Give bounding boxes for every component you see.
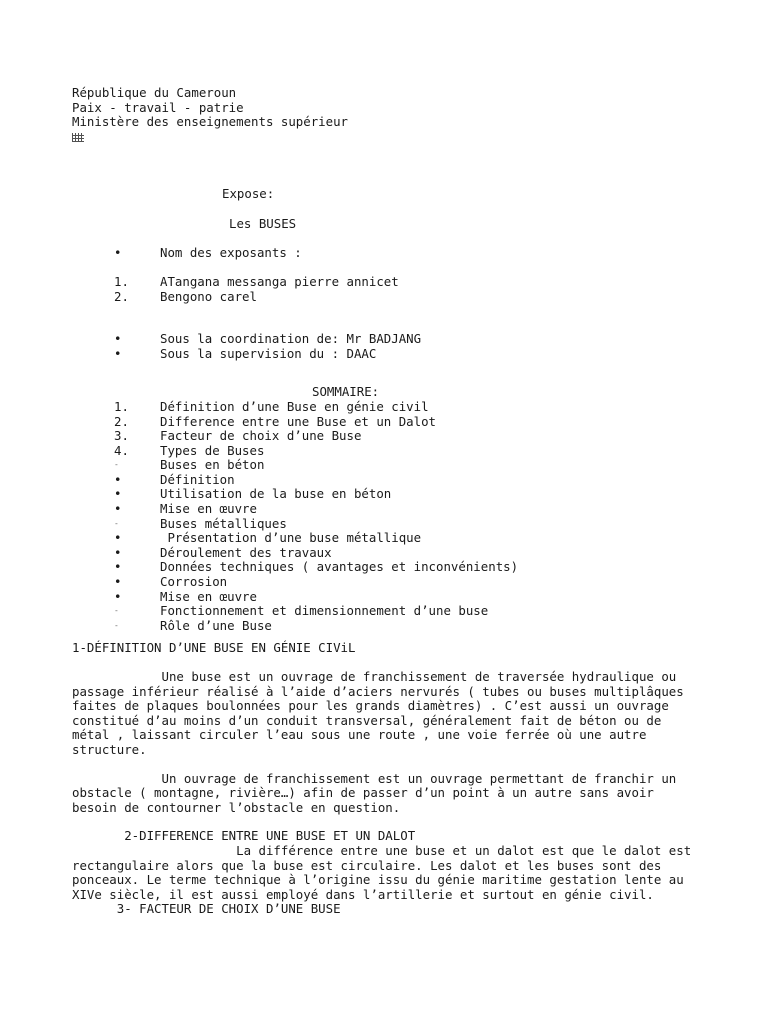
summary-marker: • (114, 588, 122, 604)
summary-marker: - (114, 620, 119, 630)
header-motto: Paix - travail - patrie (72, 99, 244, 115)
section-1-paragraph-2: Un ouvrage de franchissement est un ouvrage permettant de franchir un obstacle ( montagne, rivière…) afin de passer d’un point à un autre sans avoir besoin de contourner l’obstacle en question. (72, 770, 677, 815)
summary-text: Rôle d’une Buse (160, 617, 272, 633)
section-1-paragraph-1: Une buse est un ouvrage de franchissement de traversée hydraulique ou passage inférieur réalisé à l’aide d’aciers nervurés ( tubes ou buses multiplâques faites de plaques boulonnées pour les grands diamètres) . C’est aussi un ouvrage constitué d’au moins d’un conduit transversal, généralement fait de béton ou de métal , laissant circuler l’eau sous une route , une voie ferrée où une autre structure. (72, 669, 684, 757)
summary-text: Utilisation de la buse en béton (160, 486, 392, 502)
authors-heading-item (72, 246, 712, 261)
author-marker: 2. (114, 288, 129, 304)
authors-heading: Nom des exposants : (160, 244, 302, 260)
summary-item (72, 444, 712, 459)
summary-item (72, 429, 712, 444)
author-item (72, 275, 712, 290)
section-2-heading: 2-DIFFERENCE ENTRE UNE BUSE ET UN DALOT (72, 828, 416, 844)
supervision-list (72, 332, 712, 361)
summary-marker: - (114, 518, 119, 528)
author-item (72, 290, 712, 305)
summary-title: SOMMAIRE: (312, 384, 380, 400)
summary-text: Déroulement des travaux (160, 544, 332, 560)
summary-text: Mise en œuvre (160, 501, 257, 517)
summary-text: Buses en béton (160, 457, 265, 473)
author-text: ATangana messanga pierre annicet (160, 273, 399, 289)
summary-text: Facteur de choix d’une Buse (160, 428, 362, 444)
summary-item (72, 473, 712, 488)
unrendered-glyph (72, 130, 712, 145)
supervision-marker: • (114, 345, 122, 361)
summary-item (72, 517, 712, 532)
document-title: Les BUSES (229, 215, 297, 231)
section-3-heading: 3- FACTEUR DE CHOIX D’UNE BUSE (72, 901, 341, 917)
summary-marker: • (114, 544, 122, 560)
authors-list (72, 275, 712, 304)
summary-item (72, 619, 712, 634)
summary-marker: 1. (114, 398, 129, 414)
author-marker: 1. (114, 273, 129, 289)
section-2-paragraph: La différence entre une buse et un dalot est que le dalot est rectangulaire alors que la buse est circulaire. Les dalot et les buses sont des ponceaux. Le terme technique à l’origine issu du génie maritime gestation lente au XIVe siècle, il est aussi employé dans l’artillerie et surtout en génie civil. (72, 842, 692, 902)
summary-item (72, 458, 712, 473)
unrendered-glyph-icon (72, 133, 84, 142)
summary-item (72, 415, 712, 430)
summary-item (72, 531, 712, 546)
summary-marker: 4. (114, 442, 129, 458)
summary-marker: • (114, 574, 122, 590)
summary-text: Corrosion (160, 574, 228, 590)
supervision-text: Sous la coordination de: Mr BADJANG (160, 331, 422, 347)
summary-text: Mise en œuvre (160, 588, 257, 604)
header-ministry: Ministère des enseignements supérieur (72, 114, 349, 130)
summary-marker: - (114, 606, 119, 616)
summary-text: Présentation d’une buse métallique (160, 530, 422, 546)
summary-marker: • (114, 486, 122, 502)
document-page (72, 86, 712, 917)
summary-marker: • (114, 530, 122, 546)
supervision-item (72, 347, 712, 362)
expose-label: Expose: (222, 186, 275, 202)
author-text: Bengono carel (160, 288, 257, 304)
summary-text: Données techniques ( avantages et inconvénients) (160, 559, 519, 575)
summary-list (72, 400, 712, 634)
section-1-heading: 1-DÉFINITION D’UNE BUSE EN GÉNIE CIViL (72, 640, 356, 656)
summary-item (72, 400, 712, 415)
summary-text: Types de Buses (160, 442, 265, 458)
summary-marker: - (114, 460, 119, 470)
summary-marker: • (114, 501, 122, 517)
summary-marker: • (114, 471, 122, 487)
header-country: République du Cameroun (72, 85, 237, 100)
summary-text: Difference entre une Buse et un Dalot (160, 413, 437, 429)
summary-text: Fonctionnement et dimensionnement d’une buse (160, 603, 489, 619)
summary-item (72, 575, 712, 590)
summary-text: Buses métalliques (160, 515, 287, 531)
bullet-icon: • (114, 244, 122, 260)
summary-text: Définition d’une Buse en génie civil (160, 398, 429, 414)
supervision-text: Sous la supervision du : DAAC (160, 345, 377, 361)
summary-item (72, 502, 712, 517)
summary-item (72, 560, 712, 575)
summary-marker: 2. (114, 413, 129, 429)
supervision-marker: • (114, 331, 122, 347)
summary-marker: 3. (114, 428, 129, 444)
summary-item (72, 604, 712, 619)
supervision-item (72, 332, 712, 347)
summary-marker: • (114, 559, 122, 575)
summary-text: Définition (160, 471, 235, 487)
summary-item (72, 590, 712, 605)
summary-item (72, 487, 712, 502)
summary-item (72, 546, 712, 561)
